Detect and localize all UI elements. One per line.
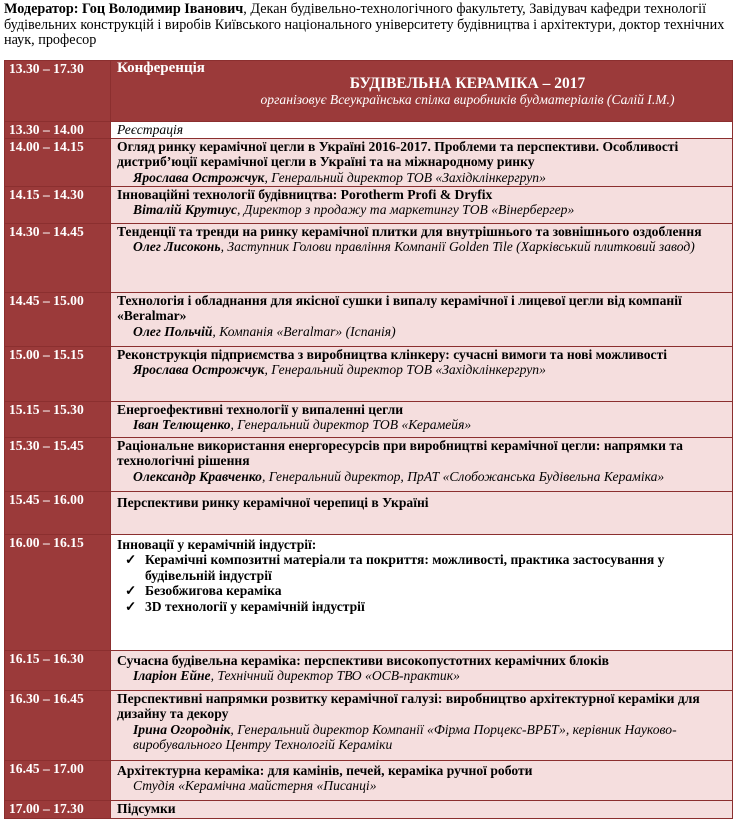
speaker-role: , Генеральний директор ТОВ «Керамейя» [230,417,472,433]
conference-label: Конференція [117,60,205,76]
speaker-role: , Генеральний директор ТОВ «Західклінкергруп» [264,169,546,185]
registration-row [5,122,733,139]
session-title: Огляд ринку керамічної цегли в Україні 2016-2017. Проблеми та перспективи. Особливості дистриб’юції керамічної цегли в Україні та на міжнародному ринку [117,139,679,170]
conference-title: БУДІВЕЛЬНА КЕРАМІКА – 2017 [349,75,586,93]
time-cell: 15.00 – 15.15 [5,347,111,402]
session-row [5,438,733,492]
session-row [5,402,733,438]
session-cell [111,651,733,691]
speaker-name: Ярослава Острожчук [133,362,265,378]
time-cell: 14.15 – 14.30 [5,187,111,224]
time-cell: 16.45 – 17.00 [5,761,111,801]
session-row [5,651,733,691]
speaker-name: Іларіон Ейне [133,668,211,684]
speaker [117,202,728,217]
speaker-role: , Генеральний директор ТОВ «Західклінкергруп» [264,362,546,378]
speaker-role: , Директор з продажу та маркетингу ТОВ «Вінербергер» [237,202,575,218]
check-list-item [117,583,728,598]
conference-cell [111,61,733,122]
time-cell: 14.30 – 14.45 [5,224,111,293]
session-cell [111,224,733,293]
session-cell [111,187,733,224]
speaker-name: Іван Телющенко [133,417,231,433]
conference-row [5,61,733,122]
session-title: Технологія і обладнання для якісної сушки і випалу керамічної і лицевої цегли від компанії «Beralmar» [117,293,682,324]
checkmark-icon: ✓ [125,583,137,599]
check-item-text: 3D технології у керамічній індустрії [145,598,365,614]
session-cell [111,139,733,187]
speaker-role: , Заступник Голови правління Компанії Golden Tile (Харківський плитковий завод) [220,239,695,255]
conference-organizer: організовує Всеукраїнська спілка виробників будматеріалів (Салій І.М.) [260,91,675,107]
speaker-name: Олег Польчій [133,323,213,339]
session-cell [111,347,733,402]
checkmark-icon: ✓ [125,598,137,614]
session-title: Раціональне використання енергоресурсів при виробництві керамічної цегли: напрямки та технологічні рішення [117,438,683,469]
moderator-label: Модератор: Гоц Володимир Іванович [4,1,244,17]
speaker [117,417,728,432]
time-cell: 16.15 – 16.30 [5,651,111,691]
summary-title: Підсумки [117,801,176,816]
speaker-role: , Генеральний директор Компанії «Фірма Порцекс-ВРБТ», керівник Науково-виробувального Центру Технологій Кераміки [133,721,677,753]
time-cell: 15.45 – 16.00 [5,492,111,535]
time-cell: 15.15 – 15.30 [5,402,111,438]
session-title: Сучасна будівельна кераміка: перспективи високопустотних керамічних блоків [117,653,610,668]
check-item-text: Безобжигова кераміка [145,583,282,599]
innovations-title: Інновації у керамічній індустрії: [117,537,317,552]
check-list-item [117,552,728,583]
speaker-role: , Генеральний директор, ПрАТ «Слобожанська Будівельна Кераміка» [261,468,665,484]
session-row [5,347,733,402]
summary-row [5,801,733,819]
session-row [5,224,733,293]
session-title: Енергоефективні технології у випаленні цегли [117,402,404,417]
session-row [5,293,733,347]
speaker [117,362,728,377]
session-row [5,187,733,224]
registration-label: Реєстрація [117,122,184,137]
summary-cell [111,801,733,819]
agenda-table [4,60,733,819]
speaker-name: Олександр Кравченко [133,468,262,484]
session-title: Перспективи ринку керамічної черепиці в Україні [117,495,429,510]
speaker-name: Олег Лисоконь [133,239,221,255]
speaker-name: Віталій Крутиус [133,202,237,218]
check-list-item [117,599,728,614]
speaker [117,324,728,339]
time-cell: 13.30 – 14.00 [5,122,111,139]
session-row [5,492,733,535]
innovations-cell [111,535,733,651]
session-title: Інноваційні технології будівництва: Porotherm Profi & Dryfix [117,187,493,202]
session-title: Перспективні напрямки розвитку керамічної галузі: виробництво архітектурної кераміки для дизайну та декору [117,691,700,722]
speaker-role: Студія «Керамічна майстерня «Писанці» [133,778,377,794]
time-cell: 16.00 – 16.15 [5,535,111,651]
time-cell: 13.30 – 17.30 [5,61,111,122]
speaker [117,239,728,254]
session-cell [111,761,733,801]
session-cell [111,691,733,761]
speaker-role: , Компанія «Beralmar» (Іспанія) [212,323,396,339]
session-title: Архітектурна кераміка: для камінів, печей, кераміка ручної роботи [117,763,533,778]
speaker [117,668,728,683]
speaker-role: , Технічний директор ТВО «ОСВ-практик» [210,668,460,684]
checkmark-icon: ✓ [125,552,137,568]
speaker-name: Ярослава Острожчук [133,169,265,185]
session-title: Реконструкція підприємства з виробництва клінкеру: сучасні вимоги та нові можливості [117,347,668,362]
session-cell [111,402,733,438]
speaker-name: Ірина Огороднік [133,721,231,737]
speaker [117,170,728,185]
session-cell [111,492,733,535]
session-cell [111,438,733,492]
speaker [117,469,728,484]
time-cell: 14.45 – 15.00 [5,293,111,347]
time-cell: 14.00 – 14.15 [5,139,111,187]
session-row [5,691,733,761]
speaker [117,778,728,793]
moderator-text: , Декан будівельно-технологічного факультету, Завідувач кафедри технології будівельних конструкцій і виробів Київського національного університету будівництва і архітектури, доктор технічних наук, професор [4,1,725,48]
session-title: Тенденції та тренди на ринку керамічної плитки для внутрішнього та зовнішнього оздоблення [117,224,702,239]
moderator-line [0,0,735,60]
registration-cell [111,122,733,139]
session-row [5,139,733,187]
time-cell: 15.30 – 15.45 [5,438,111,492]
time-cell: 16.30 – 16.45 [5,691,111,761]
innovations-row [5,535,733,651]
session-row [5,761,733,801]
time-cell: 17.00 – 17.30 [5,801,111,819]
session-cell [111,293,733,347]
check-item-text: Керамічні композитні матеріали та покриття: можливості, практика застосування у будівельній індустрії [145,552,665,583]
speaker [117,722,728,753]
